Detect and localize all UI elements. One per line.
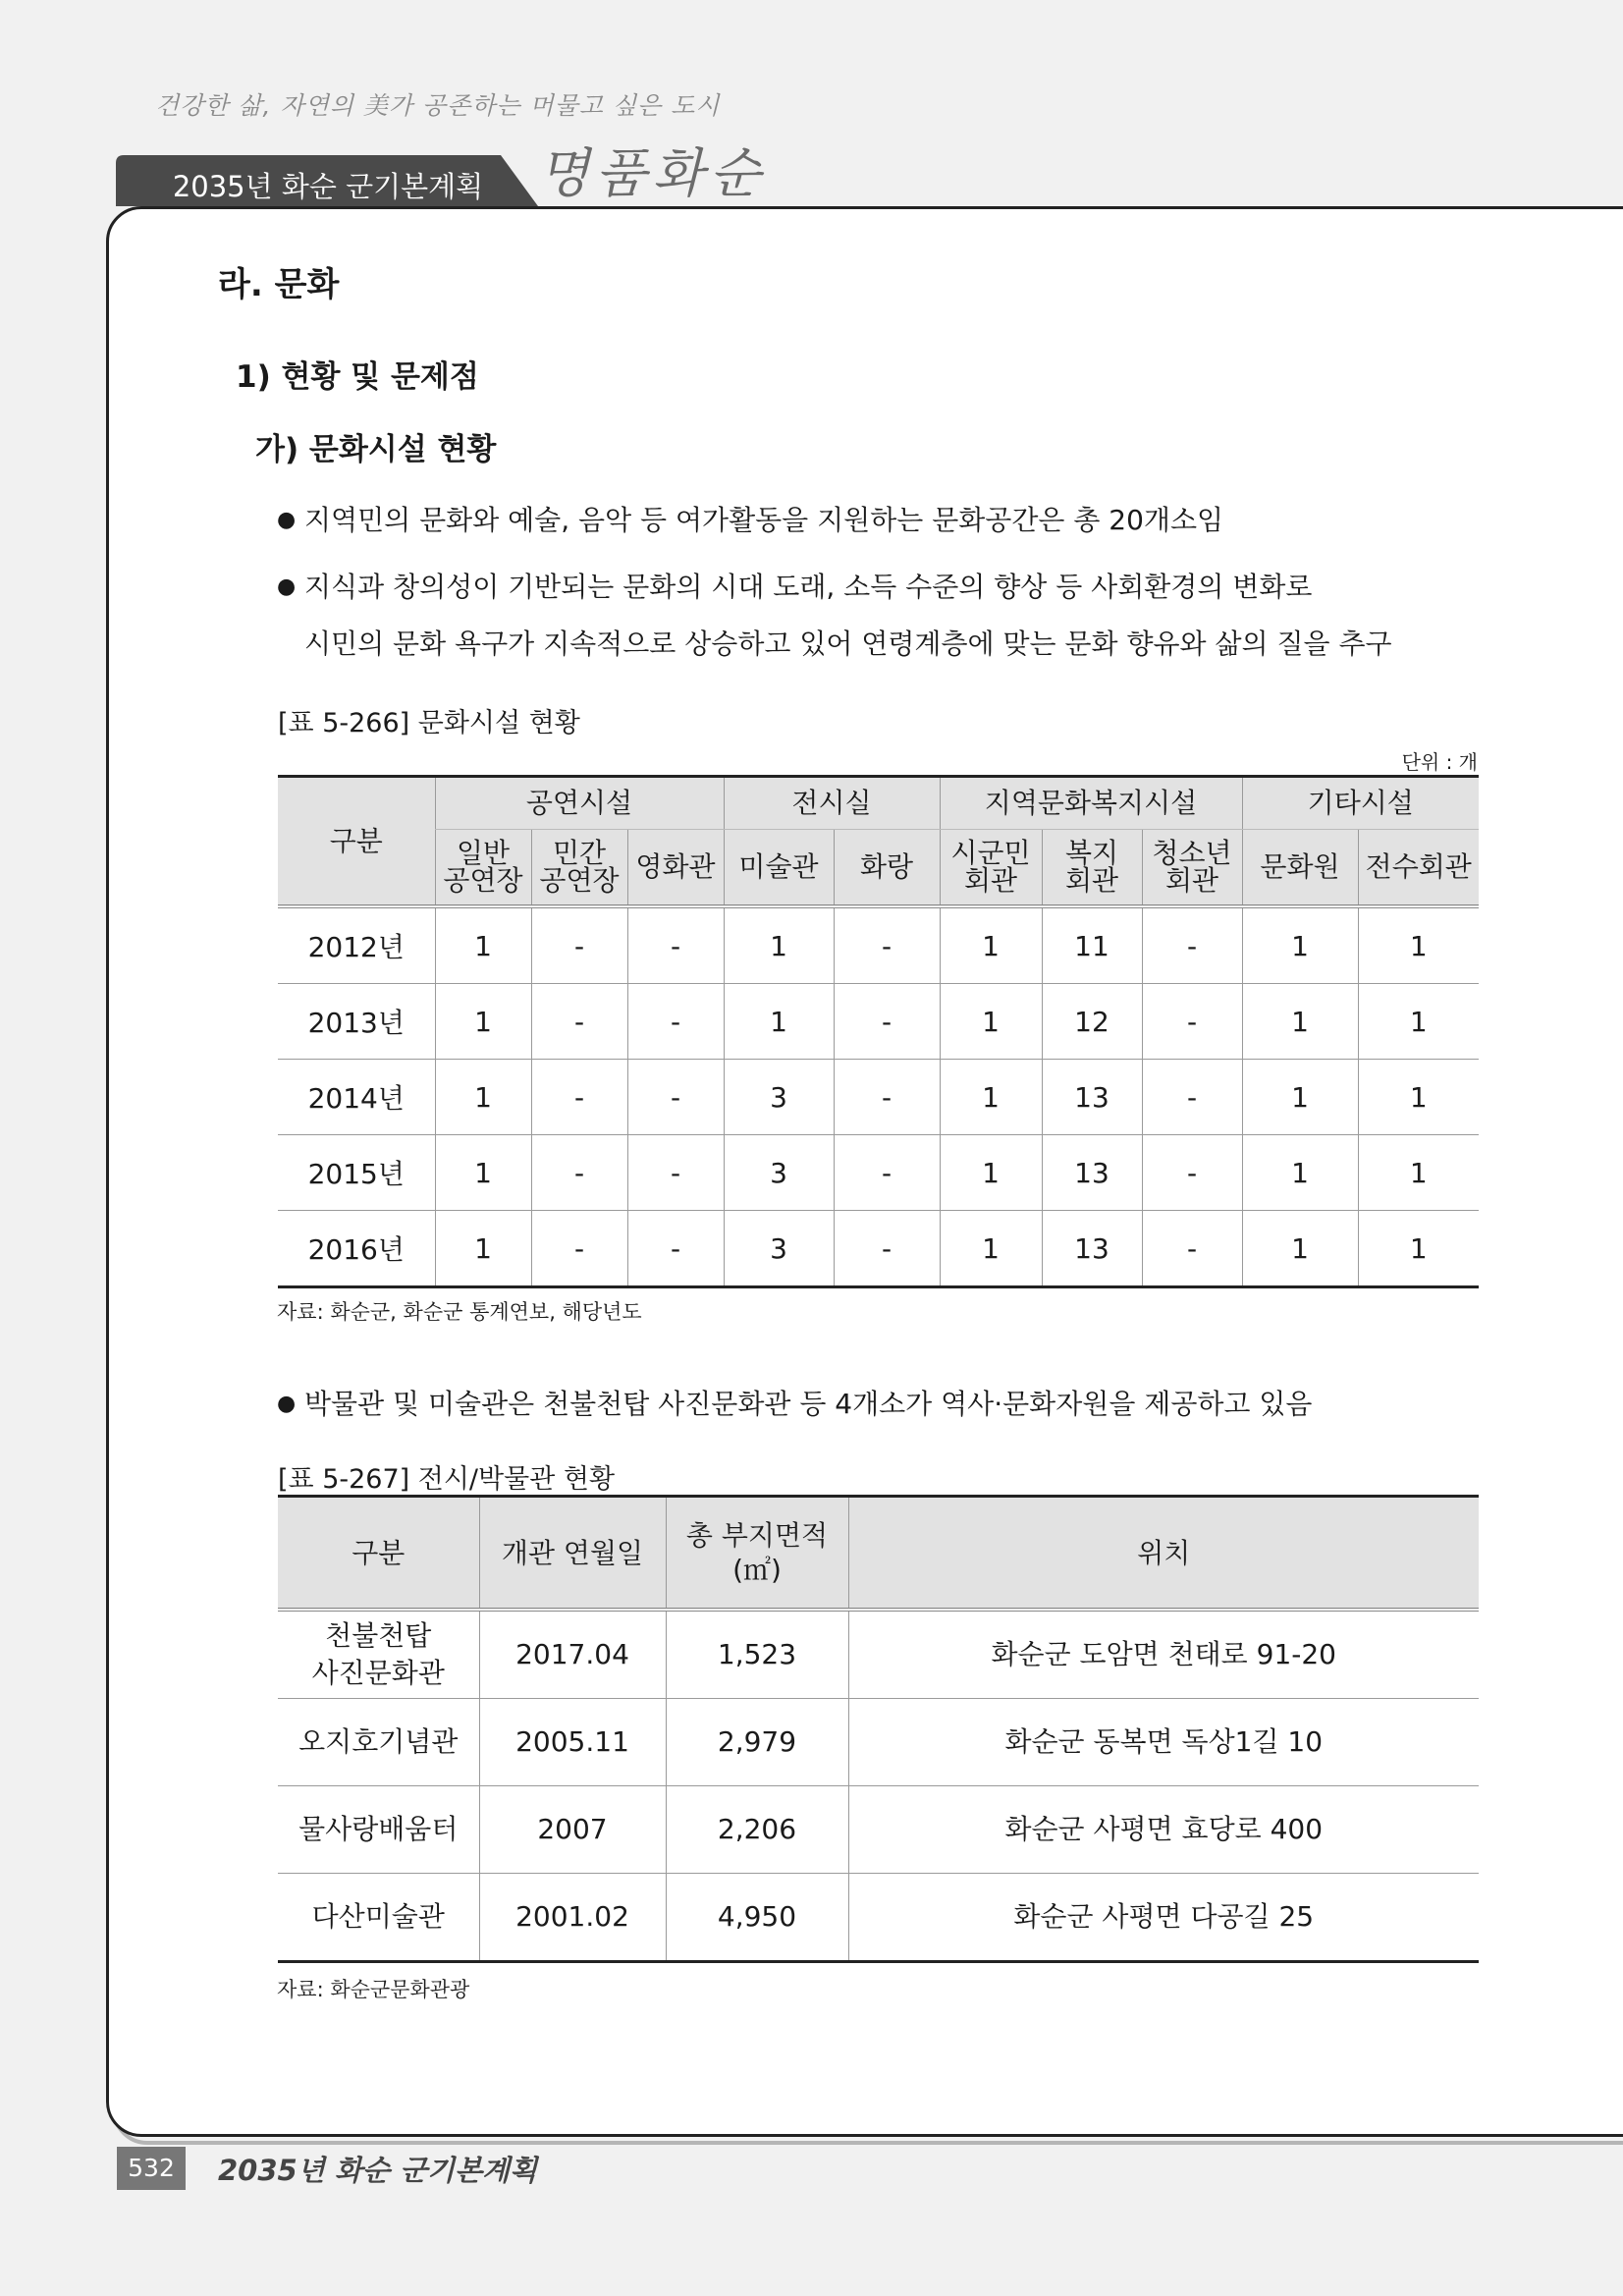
facilities-table	[278, 775, 1479, 1288]
table-cell: 12	[1042, 984, 1142, 1060]
header-cell: 총 부지면적 (㎡)	[666, 1497, 848, 1611]
table-cell: 화순군 사평면 효당로 400	[848, 1786, 1479, 1874]
table-cell: 2015년	[278, 1135, 435, 1211]
table2-source: 자료: 화순군문화관광	[277, 1978, 470, 2001]
bullet-text: 지식과 창의성이 기반되는 문화의 시대 도래, 소득 수준의 향상 등 사회환경의 변화로	[304, 571, 1313, 603]
table-row	[278, 1211, 1479, 1287]
table-row	[278, 1135, 1479, 1211]
table-cell: 오지호기념관	[278, 1699, 479, 1786]
header-group: 기타시설	[1242, 777, 1479, 830]
header-group: 전시실	[724, 777, 940, 830]
bullet-icon: ●	[277, 508, 297, 532]
table-cell: 2013년	[278, 984, 435, 1060]
header-cell: 전수회관	[1358, 830, 1479, 907]
header-cell: 위치	[848, 1497, 1479, 1611]
table-row	[278, 1786, 1479, 1874]
bullet-item	[277, 566, 1312, 605]
bullet-icon: ●	[277, 574, 297, 599]
page-number: 532	[117, 2147, 186, 2190]
header-cell: 화랑	[834, 830, 940, 907]
table-cell: 1	[1358, 1211, 1479, 1287]
table-cell: 2014년	[278, 1060, 435, 1135]
table-cell: 1	[435, 1060, 531, 1135]
table-cell: 화순군 사평면 다공길 25	[848, 1874, 1479, 1962]
bullet-icon: ●	[277, 1392, 297, 1416]
table-cell: -	[1142, 906, 1242, 984]
header-cell: 개관 연월일	[479, 1497, 666, 1611]
table-cell: -	[627, 1135, 724, 1211]
table-row	[278, 1610, 1479, 1699]
header-plan-title: 2035년 화순 군기본계획	[172, 170, 484, 203]
table-cell: -	[531, 984, 627, 1060]
table-cell: 13	[1042, 1135, 1142, 1211]
header-cell: 민간 공연장	[531, 830, 627, 907]
table-row	[278, 906, 1479, 984]
bullet-item	[277, 499, 1223, 538]
table-cell: 2007	[479, 1786, 666, 1874]
table-cell: -	[834, 984, 940, 1060]
header-cell: 영화관	[627, 830, 724, 907]
table-cell: 천불천탑 사진문화관	[278, 1610, 479, 1699]
table-cell: 2012년	[278, 906, 435, 984]
table-cell: 1	[1358, 984, 1479, 1060]
table1-caption: [표 5-266] 문화시설 현황	[278, 708, 580, 738]
table-cell: 1	[435, 906, 531, 984]
table-cell: -	[834, 1211, 940, 1287]
table-cell: 화순군 동복면 독상1길 10	[848, 1699, 1479, 1786]
table-cell: 1	[1242, 1211, 1358, 1287]
header-plan-tab	[116, 155, 538, 206]
table-cell: 4,950	[666, 1874, 848, 1962]
table-cell: 1	[940, 906, 1042, 984]
table-cell: 물사랑배움터	[278, 1786, 479, 1874]
subsub-heading: 가) 문화시설 현황	[255, 432, 497, 467]
table-cell: 2017.04	[479, 1610, 666, 1699]
table-row	[278, 1699, 1479, 1786]
table-cell: 2,206	[666, 1786, 848, 1874]
table-cell: 2016년	[278, 1211, 435, 1287]
header-cell: 일반 공연장	[435, 830, 531, 907]
table-cell: -	[531, 1211, 627, 1287]
table-cell: 1	[724, 906, 834, 984]
table-cell: -	[1142, 1211, 1242, 1287]
table-cell: 1	[940, 984, 1042, 1060]
brand-logo: 명품화순	[538, 142, 767, 204]
table-cell: 1	[1242, 984, 1358, 1060]
table-cell: 11	[1042, 906, 1142, 984]
header-group: 지역문화복지시설	[940, 777, 1242, 830]
museum-table	[278, 1495, 1479, 1963]
table1-source: 자료: 화순군, 화순군 통계연보, 해당년도	[277, 1300, 642, 1324]
header-cell: 구분	[278, 1497, 479, 1611]
table-cell: 1,523	[666, 1610, 848, 1699]
table-cell: 1	[1358, 906, 1479, 984]
table-cell: -	[1142, 1060, 1242, 1135]
header-cell: 구분	[278, 777, 435, 907]
table-cell: 2001.02	[479, 1874, 666, 1962]
header-slogan: 건강한 삶, 자연의 美가 공존하는 머물고 싶은 도시	[155, 91, 721, 120]
bullet-continuation: 시민의 문화 욕구가 지속적으로 상승하고 있어 연령계층에 맞는 문화 향유와 삶의 질을 추구	[304, 628, 1392, 660]
table-cell: 2005.11	[479, 1699, 666, 1786]
table1-unit: 단위 : 개	[1401, 750, 1478, 774]
table-cell: -	[531, 906, 627, 984]
header-cell: 복지 회관	[1042, 830, 1142, 907]
header-cell: 문화원	[1242, 830, 1358, 907]
table-cell: 1	[1242, 906, 1358, 984]
header-cell: 미술관	[724, 830, 834, 907]
table-cell: -	[531, 1060, 627, 1135]
table-cell: 화순군 도암면 천태로 91-20	[848, 1610, 1479, 1699]
table-cell: -	[1142, 1135, 1242, 1211]
table-cell: -	[627, 984, 724, 1060]
table-row	[278, 1874, 1479, 1962]
table-cell: -	[834, 906, 940, 984]
header-cell: 시군민 회관	[940, 830, 1042, 907]
table-cell: 1	[1242, 1135, 1358, 1211]
sub-heading: 1) 현황 및 문제점	[236, 359, 479, 395]
table-cell: 1	[435, 984, 531, 1060]
table-cell: -	[627, 1060, 724, 1135]
table-cell: -	[627, 906, 724, 984]
table-cell: 1	[435, 1135, 531, 1211]
table-cell: 1	[940, 1211, 1042, 1287]
table-cell: 1	[1358, 1135, 1479, 1211]
table-cell: -	[531, 1135, 627, 1211]
table-cell: 3	[724, 1211, 834, 1287]
footer-title: 2035년 화순 군기본계획	[218, 2154, 538, 2187]
header-cell: 청소년 회관	[1142, 830, 1242, 907]
table-cell: 다산미술관	[278, 1874, 479, 1962]
table-cell: 1	[1242, 1060, 1358, 1135]
table-cell: 3	[724, 1135, 834, 1211]
table-cell: 3	[724, 1060, 834, 1135]
table-cell: -	[834, 1060, 940, 1135]
table-cell: 1	[1358, 1060, 1479, 1135]
table-cell: 1	[435, 1211, 531, 1287]
table-cell: 1	[940, 1135, 1042, 1211]
table-cell: -	[627, 1211, 724, 1287]
bullet-text: 지역민의 문화와 예술, 음악 등 여가활동을 지원하는 문화공간은 총 20개소임	[304, 504, 1224, 536]
bullet-item	[277, 1383, 1312, 1422]
table-cell: 13	[1042, 1211, 1142, 1287]
table-cell: -	[834, 1135, 940, 1211]
bullet-text: 박물관 및 미술관은 천불천탑 사진문화관 등 4개소가 역사·문화자원을 제공하고 있음	[304, 1388, 1313, 1420]
section-heading: 라. 문화	[218, 265, 340, 304]
table-cell: 1	[724, 984, 834, 1060]
table-cell: 13	[1042, 1060, 1142, 1135]
table-row	[278, 984, 1479, 1060]
table-cell: 2,979	[666, 1699, 848, 1786]
header-group: 공연시설	[435, 777, 724, 830]
table-row	[278, 1060, 1479, 1135]
table2-caption: [표 5-267] 전시/박물관 현황	[278, 1464, 616, 1495]
table-cell: -	[1142, 984, 1242, 1060]
table-cell: 1	[940, 1060, 1042, 1135]
